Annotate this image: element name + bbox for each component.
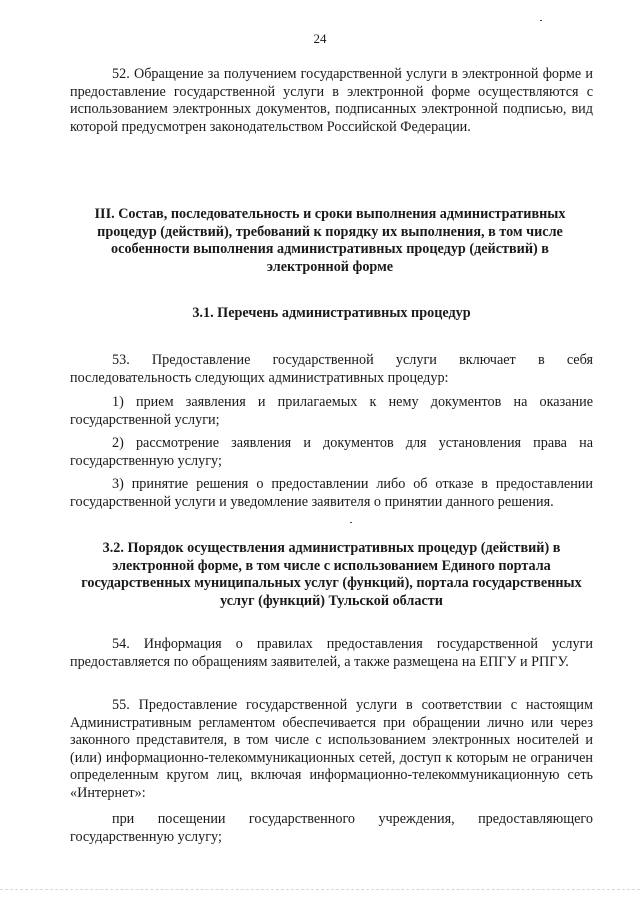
paragraph-55: 55. Предоставление государственной услуги в соответствии с настоящим Административным регламентом обеспечивается при обращении лично или через законного представителя, в том числе с использованием электронных носителей и (или) информационно-телекоммуникационных сетей, доступ к которым не ограничен определенным кругом лиц, включая информационно-телекоммуникационную сеть «Интернет»: [70,697,593,801]
procedure-item-3: 3) принятие решения о предоставлении либо об отказе в предоставлении государственной услуги и уведомление заявителя о принятии данного решения. [70,476,593,510]
procedure-item-1: 1) прием заявления и прилагаемых к нему документов на оказание государственной услуги; [70,394,593,428]
page-number: 24 [313,31,327,46]
paragraph-visit: при посещении государственного учреждения, предоставляющего государственную услугу; [70,811,593,845]
scan-speck [540,20,542,21]
subsection-3-1-heading: 3.1. Перечень административных процедур [192,305,471,321]
scan-speck [350,522,352,523]
paragraph-53: 53. Предоставление государственной услуги включает в себя последовательность следующих административных процедур: [70,352,593,386]
scan-edge-line [0,889,640,890]
section-3-heading: III. Состав, последовательность и сроки выполнения административных процедур (действий), требований к порядку их выполнения, в том числе особенности выполнения административных процедур (действий) в электронной форме [94,206,566,275]
procedure-item-2: 2) рассмотрение заявления и документов для установления права на государственную услугу; [70,435,593,469]
paragraph-54: 54. Информация о правилах предоставления государственной услуги предоставляется по обращениям заявителей, а также размещена на ЕПГУ и РПГУ. [70,636,593,670]
paragraph-52: 52. Обращение за получением государственной услуги в электронной форме и предоставление государственной услуги в электронной форме осуществляются с использованием электронных документов, подписанных электронной подписью, вид которой предусмотрен законодательством Российской Федерации. [70,66,593,135]
subsection-3-2-heading: 3.2. Порядок осуществления административных процедур (действий) в электронной форме, в том числе с использованием Единого портала государственных муниципальных услуг (функций), портала государственных услуг (функций) Тульской области [81,540,582,609]
